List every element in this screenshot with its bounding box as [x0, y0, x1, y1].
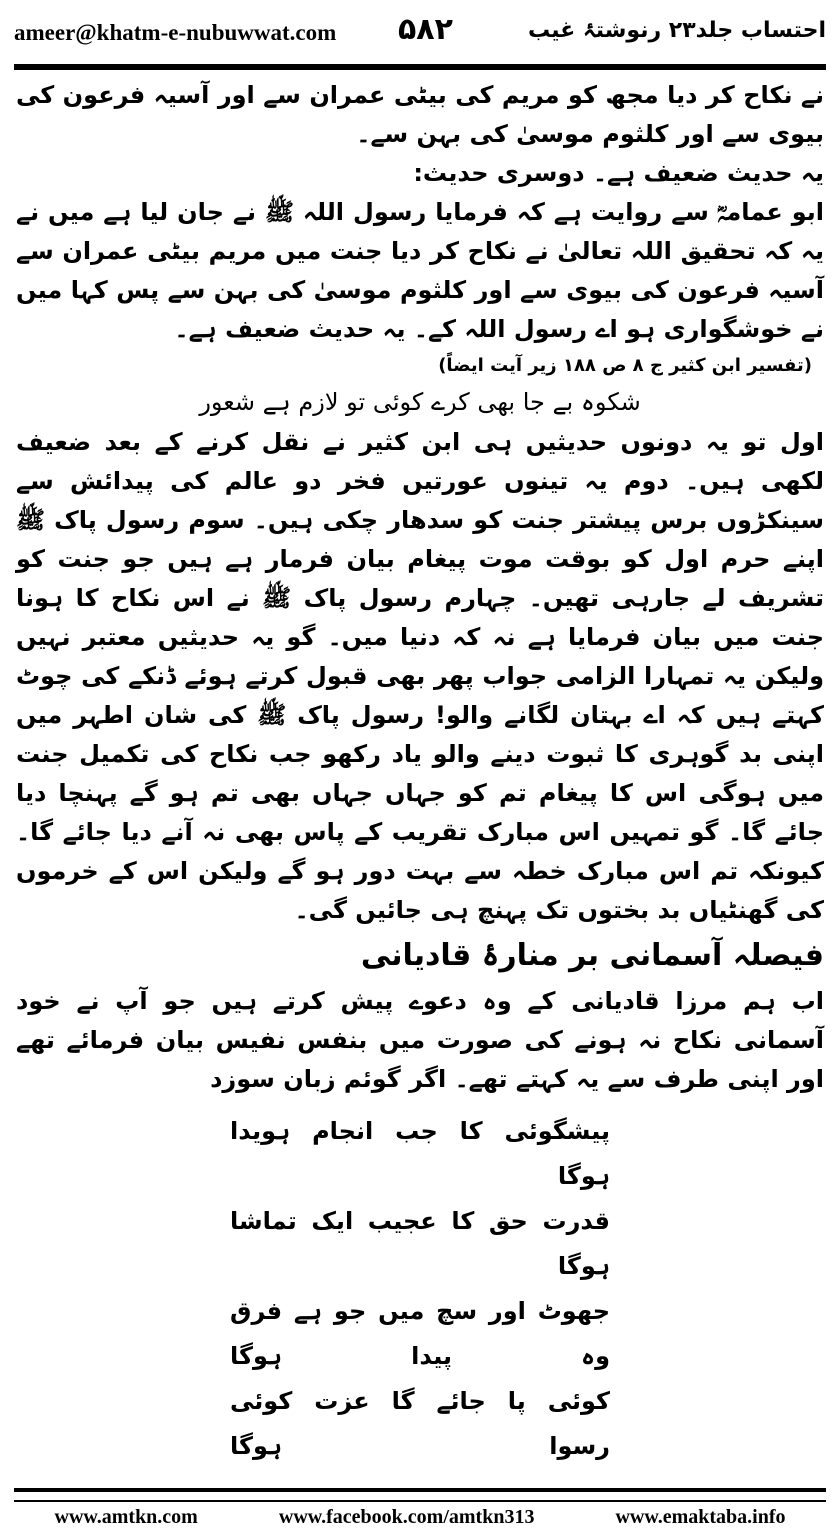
- page-number: ۵۸۲: [398, 12, 453, 47]
- poem: [230, 1109, 610, 1469]
- couplet: شکوہ بے جا بھی کرے کوئی تو لازم ہے شعور: [199, 388, 641, 416]
- reference-citation: (تفسیر ابن کثیر ج ۸ ص ۱۸۸ زیر آیت ایضاً): [438, 355, 812, 376]
- poem-line: کوئی پا جائے گا عزت کوئی رسوا ہوگا: [230, 1387, 610, 1460]
- footer-link-emaktaba[interactable]: www.emaktaba.info: [615, 1505, 786, 1528]
- footer-divider-thin: [14, 1500, 826, 1502]
- footer-link-facebook[interactable]: www.facebook.com/amtkn313: [278, 1505, 535, 1528]
- footer-link-amtkn[interactable]: www.amtkn.com: [54, 1505, 198, 1528]
- paragraph-2: یہ حدیث ضعیف ہے۔ دوسری حدیث:: [413, 159, 824, 187]
- page-footer: [14, 1504, 826, 1530]
- poem-line: پیشگوئی کا جب انجام ہویدا ہوگا: [230, 1117, 610, 1190]
- poem-line: جھوٹ اور سچ میں جو ہے فرق وہ پیدا ہوگا: [230, 1297, 610, 1370]
- page-header: [14, 12, 826, 56]
- paragraph-4: اول تو یہ دونوں حدیثیں ہی ابن کثیر نے نقل کرنے کے بعد ضعیف لکھی ہیں۔ دوم یہ تینوں عورتیں فخر دو عالم کی پیدائش سے سینکڑوں برس پیشتر جنت کو سدھار چکی ہیں۔ سوم رسول پاک ﷺ اپنے حرم اول کو بوقت موت پیغام بیان فرمار ہے ہیں جو جنت کو تشریف لے جارہی تھیں۔ چہارم رسول پاک ﷺ نے اس نکاح کا ہونا جنت میں بیان فرمایا ہے نہ کہ دنیا میں۔ گو یہ حدیثیں معتبر نہیں ولیکن یہ تمہارا الزامی جواب پھر بھی قبول کرتے ہوئے ڈنکے کی چوٹ کہتے ہیں کہ اے بہتان لگانے والو! رسول پاک ﷺ کی شان اطہر میں اپنی بد گوہری کا ثبوت دینے والو یاد رکھو جب نکاح کی تکمیل جنت میں ہوگی اس کا پیغام تم کو جہاں جہاں بھی تم ہو گے پہنچا دیا جائے گا۔ گو تمہیں اس مبارک تقریب کے پاس بھی نہ آنے دیا جائے گا۔ کیونکہ تم اس مبارک خطہ سے بہت دور ہو گے ولیکن اس کے خرموں کی گھنٹیاں بد بختوں تک پہنچ ہی جائیں گی۔: [16, 428, 824, 924]
- book-title: احتساب جلد۲۳ رنوشتۂ غیب: [527, 18, 826, 43]
- header-email[interactable]: ameer@khatm-e-nubuwwat.com: [14, 20, 337, 45]
- paragraph-1: نے نکاح کر دیا مجھ کو مریم کی بیٹی عمران سے اور آسیہ فرعون کی بیوی سے اور کلثوم موسیٰ کی بہن سے۔: [16, 81, 824, 148]
- footer-divider-thick: [14, 1488, 826, 1492]
- paragraph-3: ابو عمامہؓ سے روایت ہے کہ فرمایا رسول اللہ ﷺ نے جان لیا ہے میں نے یہ کہ تحقیق اللہ تعالیٰ نے نکاح کر دیا جنت میں مریم بیٹی عمران سے آسیہ فرعون کی بیوی سے اور کلثوم موسیٰ کی بہن سے پس کہا میں نے خوشگواری ہو اے رسول اللہ کے۔ یہ حدیث ضعیف ہے۔: [16, 198, 824, 343]
- poem-line: قدرت حق کا عجیب ایک تماشا ہوگا: [230, 1207, 610, 1280]
- section-heading: فیصلہ آسمانی بر منارۂ قادیانی: [360, 938, 824, 973]
- header-divider: [14, 64, 826, 70]
- paragraph-5: اب ہم مرزا قادیانی کے وہ دعوے پیش کرتے ہیں جو آپ نے خود آسمانی نکاح نہ ہونے کی صورت میں بنفس نفیس بیان فرمائے تھے اور اپنی طرف سے یہ کہتے تھے۔ اگر گوئم زبان سوزد: [16, 987, 824, 1093]
- page-content: [16, 76, 824, 1470]
